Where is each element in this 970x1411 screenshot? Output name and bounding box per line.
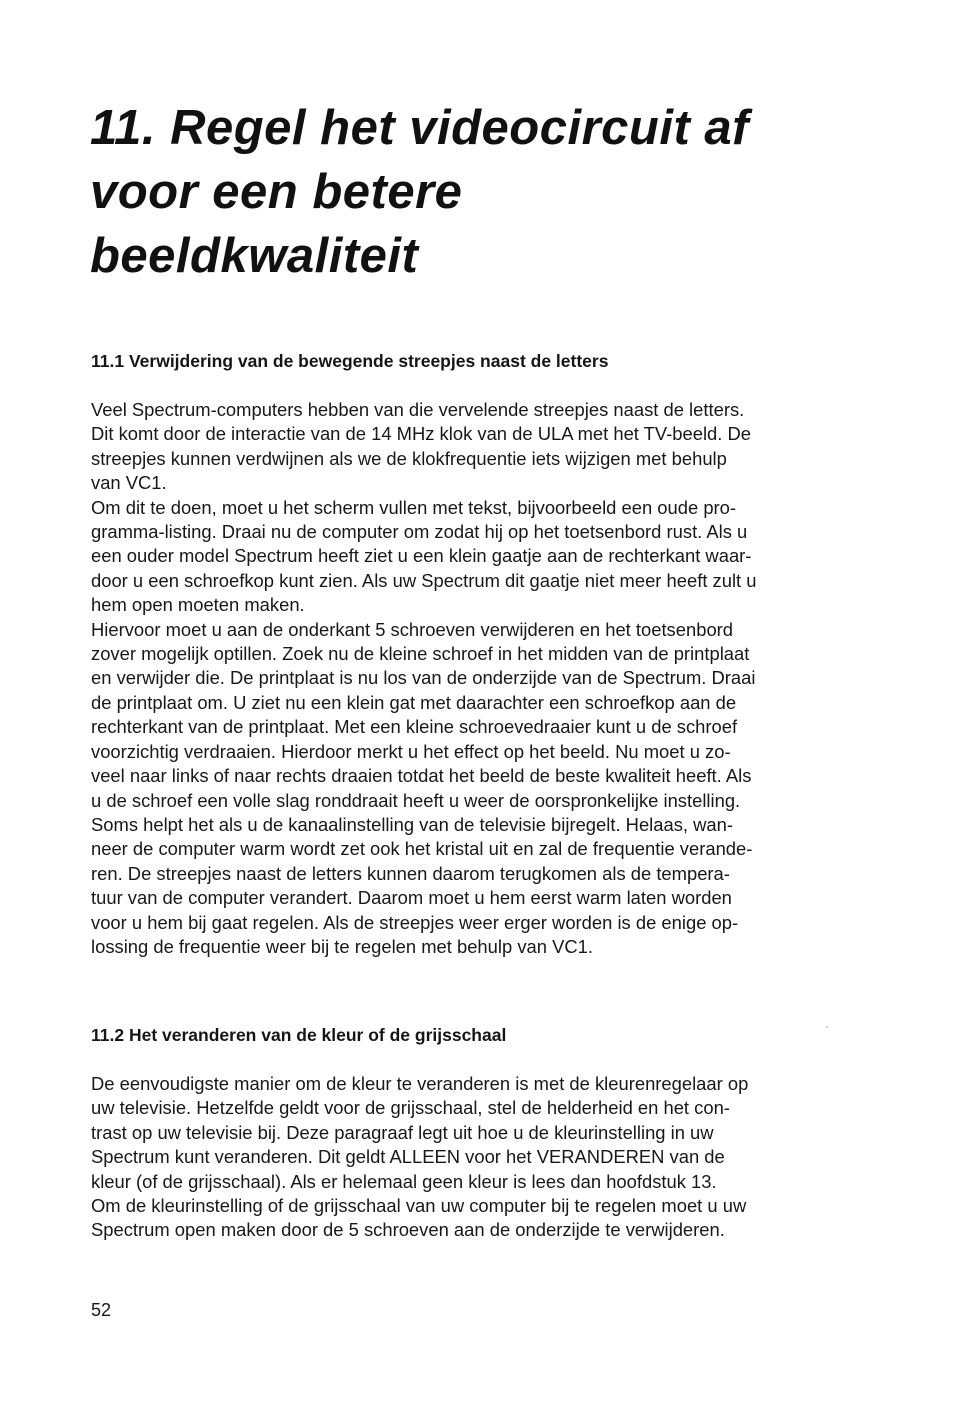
text-line: de printplaat om. U ziet nu een klein gat met daarachter een schroefkop aan de	[91, 691, 737, 713]
section-11-1-body	[91, 398, 873, 959]
chapter-title-line: 11. Regel het videocircuit af	[90, 101, 749, 155]
text-line: lossing de frequentie weer bij te regelen met behulp van VC1.	[91, 935, 593, 957]
section-heading-11-2: 11.2 Het veranderen van de kleur of de grijsschaal	[91, 1025, 507, 1045]
text-line: ren. De streepjes naast de letters kunnen daarom terugkomen als de tempera-	[91, 862, 730, 884]
text-line: Om dit te doen, moet u het scherm vullen met tekst, bijvoorbeeld een oude pro-	[91, 496, 737, 518]
text-line: Veel Spectrum-computers hebben van die vervelende streepjes naast de letters.	[91, 399, 745, 420]
text-line: Dit komt door de interactie van de 14 MHz klok van de ULA met het TV-beeld. De	[91, 423, 752, 445]
text-line: neer de computer warm wordt zet ook het kristal uit en zal de frequentie verande-	[91, 838, 753, 860]
text-line: streepjes kunnen verdwijnen als we de klokfrequentie iets wijzigen met behulp	[91, 447, 727, 469]
text-line: veel naar links of naar rechts draaien totdat het beeld de beste kwaliteit heeft. Als	[91, 765, 752, 787]
text-line: Spectrum open maken door de 5 schroeven aan de onderzijde te verwijderen.	[91, 1219, 725, 1241]
text-line: en verwijder die. De printplaat is nu los van de onderzijde van de Spectrum. Draai	[91, 667, 756, 689]
text-line: gramma-listing. Draai nu de computer om zodat hij op het toetsenbord rust. Als u	[91, 521, 748, 543]
text-line: voorzichtig verdraaien. Hierdoor merkt u het effect op het beeld. Nu moet u zo-	[91, 740, 731, 762]
text-line: u de schroef een volle slag ronddraait heeft u weer de oorspronkelijke instelling.	[91, 789, 741, 811]
section-heading-11-1: 11.1 Verwijdering van de bewegende streepjes naast de letters	[91, 351, 609, 371]
text-line: een ouder model Spectrum heeft ziet u een klein gaatje aan de rechterkant waar-	[91, 545, 752, 567]
text-line: uw televisie. Hetzelfde geldt voor de grijsschaal, stel de helderheid en het con-	[91, 1097, 730, 1119]
text-line: zover mogelijk optillen. Zoek nu de kleine schroef in het midden van de printplaat	[91, 643, 750, 665]
text-line: Spectrum kunt veranderen. Dit geldt ALLEEN voor het VERANDEREN van de	[91, 1146, 725, 1168]
text-line: Om de kleurinstelling of de grijsschaal van uw computer bij te regelen moet u uw	[91, 1195, 747, 1217]
text-line: Hiervoor moet u aan de onderkant 5 schroeven verwijderen en het toetsenbord	[91, 618, 734, 640]
text-line: Soms helpt het als u de kanaalinstelling van de televisie bijregelt. Helaas, wan-	[91, 813, 733, 835]
text-line: voor u hem bij gaat regelen. Als de streepjes weer erger worden is de enige op-	[91, 911, 739, 933]
page-number: 52	[91, 1300, 112, 1320]
chapter-title-line: beeldkwaliteit	[90, 229, 419, 283]
text-line: trast op uw televisie bij. Deze paragraaf legt uit hoe u de kleurinstelling in uw	[91, 1121, 714, 1143]
print-speck	[826, 1026, 828, 1028]
text-line: door u een schroefkop kunt zien. Als uw Spectrum dit gaatje niet meer heeft zult u	[91, 569, 757, 591]
chapter-title	[90, 96, 910, 288]
text-line: hem open moeten maken.	[91, 594, 305, 616]
chapter-title-line: voor een betere	[90, 165, 463, 219]
text-line: De eenvoudigste manier om de kleur te veranderen is met de kleurenregelaar op	[91, 1073, 749, 1094]
text-line: kleur (of de grijsschaal). Als er helemaal geen kleur is lees dan hoofdstuk 13.	[91, 1170, 717, 1192]
section-11-2-body	[91, 1072, 873, 1243]
text-line: van VC1.	[91, 472, 167, 494]
text-line: rechterkant van de printplaat. Met een kleine schroevedraaier kunt u de schroef	[91, 716, 738, 738]
text-line: tuur van de computer verandert. Daarom moet u hem eerst warm laten worden	[91, 887, 732, 909]
